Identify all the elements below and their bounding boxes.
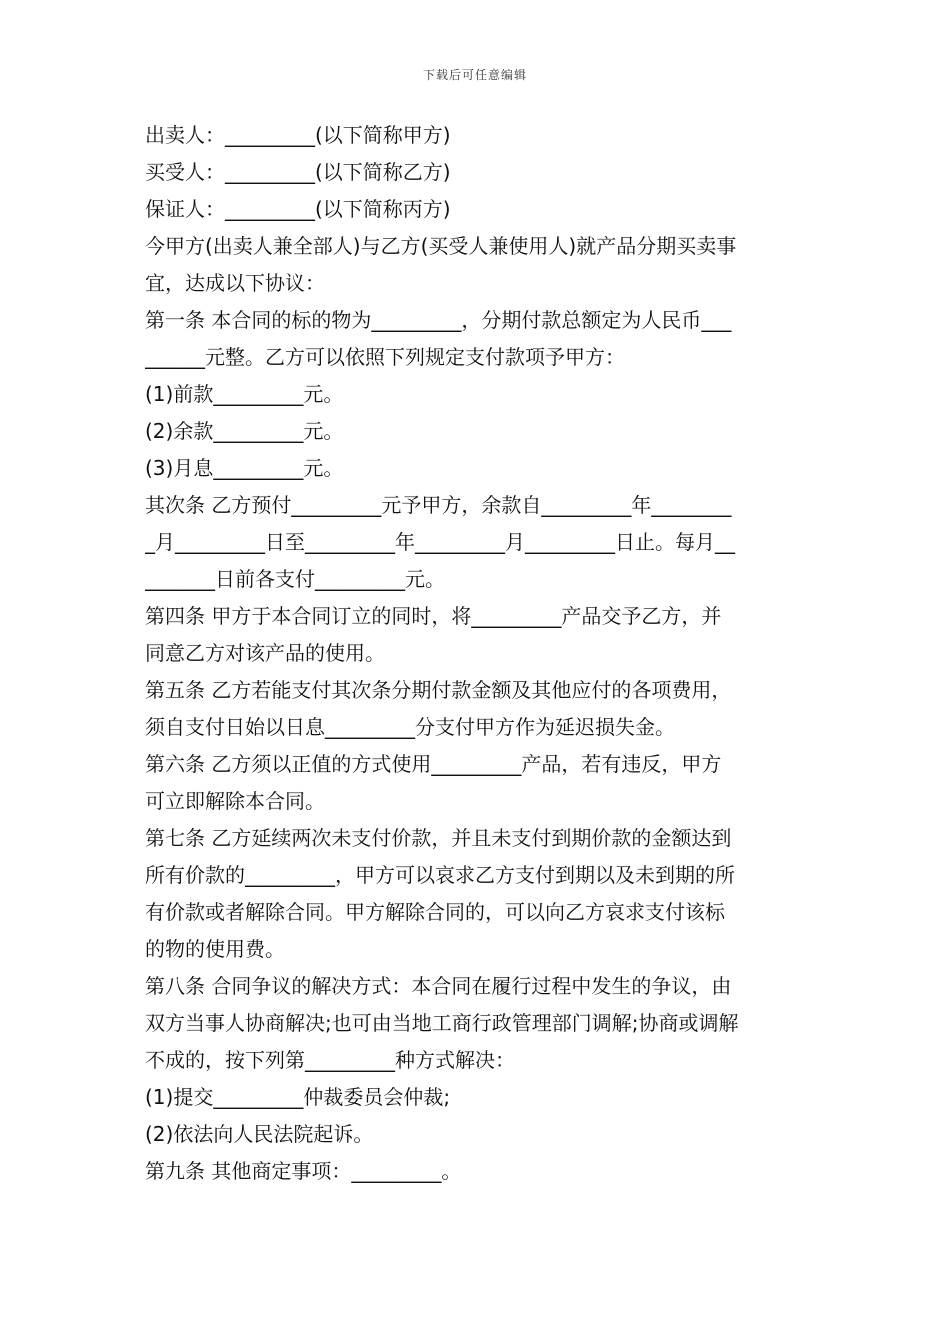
article-8-line-2: 双方当事人协商解决;也可由当地工商行政管理部门调解;协商或调解 [145,1011,739,1035]
item-down-payment: (1)前款_________元。 [145,382,344,406]
article-2-line-2: _月_________日至_________年_________月_________日止。每月__ [145,530,735,554]
preamble-line-1: 今甲方(出卖人兼全部人)与乙方(买受人兼使用人)就产品分期买卖事 [145,234,737,258]
article-9-line: 第九条 其他商定事项：_________。 [145,1159,462,1183]
article-7-line-2: 所有价款的_________，甲方可以哀求乙方支付到期以及未到期的所 [145,863,735,887]
article-7-line-3: 有价款或者解除合同。甲方解除合同的，可以向乙方哀求支付该标 [145,900,725,924]
item-monthly-interest: (3)月息_________元。 [145,456,344,480]
article-1-line-1: 第一条 本合同的标的物为_________，分期付款总额定为人民币___ [145,308,732,332]
preamble-line-2: 宜，达成以下协议： [145,271,325,295]
article-6-line-1: 第六条 乙方须以正值的方式使用_________产品，若有违反，甲方 [145,752,722,776]
article-7-line-1: 第七条 乙方延续两次未支付价款，并且未支付到期价款的金额达到 [145,826,732,850]
dispute-option-arbitration: (1)提交_________仲裁委员会仲裁; [145,1085,451,1109]
article-8-line-1: 第八条 合同争议的解决方式：本合同在履行过程中发生的争议，由 [145,974,732,998]
guarantor-line: 保证人：_________(以下简称丙方) [145,197,451,221]
article-2-line-1: 其次条 乙方预付_________元予甲方，余款自_________年________ [145,493,732,517]
article-2-line-3: _______日前各支付_________元。 [145,567,445,591]
page-header: 下载后可任意编辑 [422,68,527,82]
contract-body [145,117,810,1190]
article-1-line-2: ______元整。乙方可以依照下列规定支付款项予甲方： [145,345,625,369]
buyer-line: 买受人：_________(以下简称乙方) [145,160,451,184]
item-balance: (2)余款_________元。 [145,419,344,443]
article-7-line-4: 的物的使用费。 [145,937,285,961]
article-5-line-2: 须自支付日始以日息_________分支付甲方作为延迟损失金。 [145,715,675,739]
article-6-line-2: 可立即解除本合同。 [145,789,325,813]
article-4-line-2: 同意乙方对该产品的使用。 [145,641,385,665]
article-5-line-1: 第五条 乙方若能支付其次条分期付款金额及其他应付的各项费用， [145,678,732,702]
article-4-line-1: 第四条 甲方于本合同订立的同时，将_________产品交予乙方，并 [145,604,722,628]
dispute-option-court: (2)依法向人民法院起诉。 [145,1122,374,1146]
seller-line: 出卖人：_________(以下简称甲方) [145,123,451,147]
article-8-line-3: 不成的，按下列第_________种方式解决： [145,1048,515,1072]
